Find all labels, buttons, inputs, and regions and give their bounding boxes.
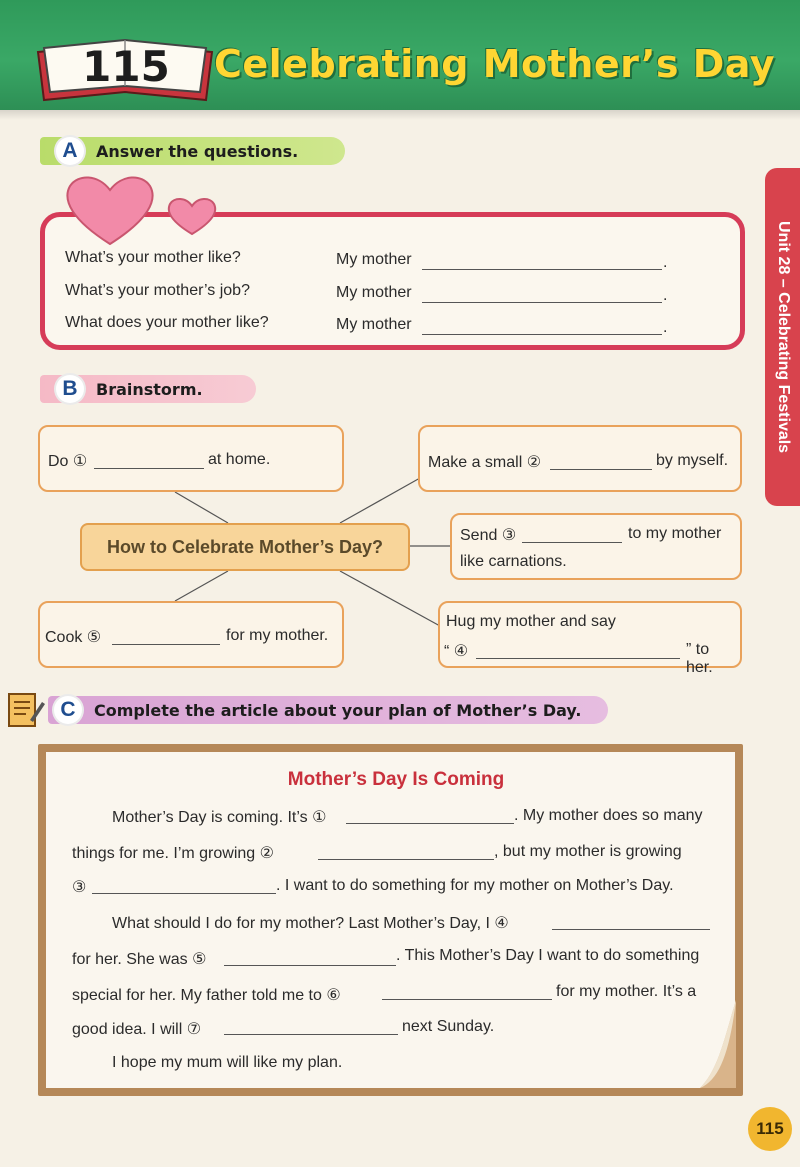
article-line-7a: good idea. I will ⑦ (72, 1021, 202, 1038)
article-blank-7[interactable] (224, 1020, 398, 1035)
article-line-3a: ③ (72, 879, 87, 896)
box-4-line1: Hug my mother and say (446, 613, 616, 630)
page-curl-decoration (690, 1000, 736, 1088)
brainstorm-box-2 (418, 425, 742, 492)
article-line-2b: , but my mother is growing (494, 843, 682, 860)
article-blank-4[interactable] (552, 915, 710, 930)
question-2: What’s your mother’s job? (65, 282, 250, 299)
box-3-line2: like carnations. (460, 553, 567, 570)
article-line-7b: next Sunday. (402, 1018, 495, 1035)
section-c-instruction: Complete the article about your plan of Mother’s Day. (94, 700, 582, 720)
answer-1-period: . (663, 254, 668, 271)
box-5-blank[interactable] (112, 630, 220, 645)
brainstorm-box-1 (38, 425, 344, 492)
answer-2-prefix: My mother (336, 284, 412, 301)
answer-3-prefix: My mother (336, 316, 412, 333)
box-1-blank[interactable] (94, 454, 204, 469)
box-4-after: ” to her. (686, 641, 713, 676)
article-blank-3[interactable] (92, 879, 276, 894)
answer-3-period: . (663, 319, 668, 336)
answer-1-prefix: My mother (336, 251, 412, 268)
page-number: 115 (748, 1107, 792, 1151)
lesson-number: 115 (82, 42, 170, 91)
article-blank-6[interactable] (382, 985, 552, 1000)
article-line-5b: . This Mother’s Day I want to do something (396, 947, 700, 964)
article-blank-5[interactable] (224, 951, 396, 966)
brainstorm-box-4 (438, 601, 742, 676)
box-5-after: for my mother. (226, 627, 329, 644)
box-1-after: at home. (208, 451, 271, 468)
article-blank-2[interactable] (318, 845, 494, 860)
box-3-before: Send ③ (460, 527, 517, 544)
answer-2-period: . (663, 287, 668, 304)
box-3-blank[interactable] (522, 528, 622, 543)
question-3: What does your mother like? (65, 314, 269, 331)
article-line-2a: things for me. I’m growing ② (72, 845, 274, 862)
section-a-instruction: Answer the questions. (96, 141, 299, 161)
brainstorm-box-5 (38, 601, 344, 668)
box-3-after: to my mother (628, 525, 722, 542)
article-line-8: I hope my mum will like my plan. (112, 1054, 343, 1071)
section-c-letter: C (52, 694, 84, 726)
article-line-3b: . I want to do something for my mother on Mother’s Day. (276, 877, 674, 894)
box-2-blank[interactable] (550, 455, 652, 470)
box-1-before: Do ① (48, 453, 88, 470)
box-4-blank[interactable] (476, 644, 680, 659)
article-line-1a: Mother’s Day is coming. It’s ① (112, 809, 327, 826)
section-c-header (48, 696, 608, 724)
brainstorm-center-topic: How to Celebrate Mother’s Day? (80, 523, 410, 571)
article-line-6b: for my mother. It’s a (556, 983, 697, 1000)
question-1: What’s your mother like? (65, 249, 241, 266)
unit-side-tab-label: Unit 28 – Celebrating Festivals (775, 220, 792, 454)
section-b-instruction: Brainstorm. (96, 379, 203, 399)
section-a-letter: A (54, 135, 86, 167)
box-2-after: by myself. (656, 452, 729, 469)
brainstorm-box-3 (450, 513, 742, 580)
box-5-before: Cook ⑤ (45, 629, 102, 646)
article-line-6a: special for her. My father told me to ⑥ (72, 987, 341, 1004)
article-line-1b: . My mother does so many (514, 807, 703, 824)
article-blank-1[interactable] (346, 809, 514, 824)
box-4-before: “ ④ (444, 643, 469, 660)
article-line-4a: What should I do for my mother? Last Mother’s Day, I ④ (112, 915, 509, 932)
article-line-5a: for her. She was ⑤ (72, 951, 207, 968)
article-title: Mother’s Day Is Coming (287, 769, 505, 790)
box-2-before: Make a small ② (428, 454, 542, 471)
lesson-title: Celebrating Mother’s Day (214, 42, 776, 86)
section-b-letter: B (54, 373, 86, 405)
writing-notepad-icon (6, 690, 46, 730)
